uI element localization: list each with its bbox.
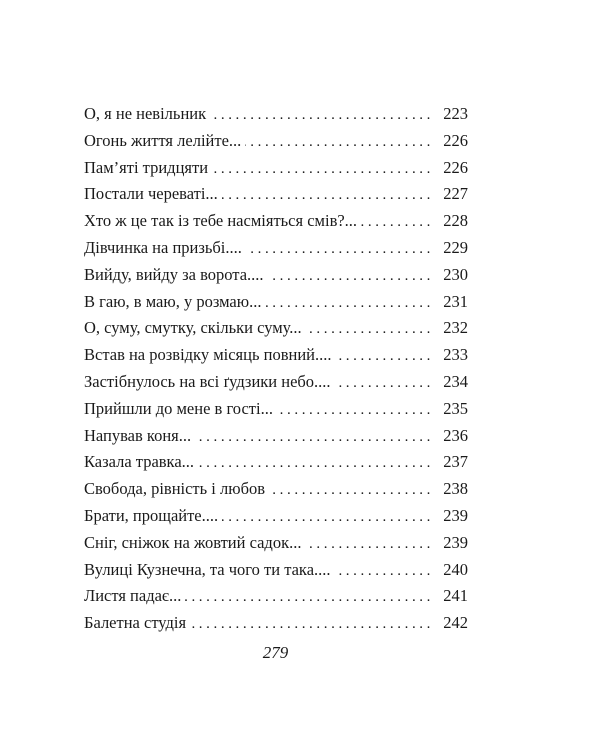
toc-entry-page: 223 (443, 104, 468, 123)
page-number: 279 (262, 643, 289, 662)
dot-leader (212, 156, 434, 183)
dot-leader (335, 370, 434, 397)
toc-entry (84, 503, 468, 530)
dot-leader (222, 504, 434, 531)
toc-entry-page: 229 (443, 237, 468, 257)
toc-entry-title: Дівчинка на призьбі.... (84, 237, 242, 257)
toc-entry-title: Хто ж це так із тебе насміяться смів?... (84, 211, 358, 231)
table-of-contents (84, 101, 468, 637)
dot-leader (198, 450, 434, 477)
toc-entry-page: 240 (443, 559, 468, 579)
toc-entry (84, 476, 468, 503)
toc-entry-page: 236 (443, 425, 468, 445)
dot-leader (246, 236, 434, 263)
toc-entry (84, 342, 468, 369)
dot-leader (190, 611, 434, 638)
toc-entry-page: 230 (443, 264, 468, 284)
toc-entry (84, 315, 468, 342)
toc-entry (84, 396, 468, 423)
toc-entry (84, 262, 468, 289)
toc-entry-page: 226 (443, 130, 468, 150)
toc-entry-page: 235 (443, 398, 468, 418)
toc-entry-title: Свобода, рівність і любов (84, 479, 266, 499)
toc-entry-title: Огонь життя лелійте... (84, 130, 242, 150)
toc-entry-title: Вийду, вийду за ворота.... (84, 264, 264, 284)
toc-entry (84, 289, 468, 316)
dot-leader (265, 290, 434, 317)
toc-entry (84, 235, 468, 262)
toc-entry (84, 101, 468, 128)
toc-entry (84, 369, 468, 396)
toc-entry-title: Казала травка... (84, 452, 195, 472)
toc-entry-page: 226 (443, 157, 468, 177)
toc-entry-title: Вулиці Кузнечна, та чого ти така.... (84, 559, 331, 579)
toc-entry-page: 227 (443, 184, 468, 204)
toc-entry-title: Сніг, сніжок на жовтий садок... (84, 532, 302, 552)
toc-entry-title: Пам’яті тридцяти (84, 157, 209, 177)
toc-entry (84, 530, 468, 557)
toc-entry-page: 232 (443, 318, 468, 338)
toc-entry (84, 181, 468, 208)
toc-entry (84, 557, 468, 584)
toc-entry-page: 237 (443, 452, 468, 472)
toc-entry-page: 239 (443, 532, 468, 552)
toc-entry-page: 241 (443, 586, 468, 606)
dot-leader (335, 343, 434, 370)
toc-entry-title: О, суму, смутку, скільки суму... (84, 318, 302, 338)
dot-leader (361, 209, 434, 236)
dot-leader (268, 263, 434, 290)
toc-entry-title: В гаю, в маю, у розмаю... (84, 291, 262, 311)
dot-leader (335, 558, 434, 585)
dot-leader (185, 584, 434, 611)
toc-entry-page: 239 (443, 505, 468, 525)
toc-entry (84, 610, 468, 637)
toc-entry-title: Прийшли до мене в гості... (84, 398, 273, 418)
toc-entry-title: Застібнулось на всі ґудзики небо.... (84, 371, 331, 391)
dot-leader (245, 129, 434, 156)
toc-entry (84, 208, 468, 235)
toc-entry (84, 423, 468, 450)
toc-entry (84, 449, 468, 476)
toc-entry-title: Встав на розвідку місяць повний.... (84, 345, 332, 365)
toc-entry-page: 242 (443, 613, 468, 633)
toc-entry-title: Постали череваті... (84, 184, 218, 204)
dot-leader (306, 316, 434, 343)
toc-entry-title: Брати, прощайте.... (84, 505, 219, 525)
dot-leader (222, 182, 434, 209)
dot-leader (269, 477, 434, 504)
dot-leader (195, 424, 434, 451)
dot-leader (277, 397, 434, 424)
dot-leader (210, 102, 434, 129)
toc-entry-title: Листя падає... (84, 586, 182, 606)
toc-entry-page: 228 (443, 211, 468, 231)
toc-entry-title: О, я не невільник (84, 104, 207, 123)
dot-leader (305, 531, 434, 558)
toc-entry (84, 128, 468, 155)
toc-entry-page: 238 (443, 479, 468, 499)
toc-entry-page: 234 (443, 371, 468, 391)
toc-entry (84, 155, 468, 182)
toc-entry-page: 233 (443, 345, 468, 365)
toc-entry-page: 231 (443, 291, 468, 311)
toc-entry-title: Напував коня... (84, 425, 192, 445)
toc-entry (84, 583, 468, 610)
toc-entry-title: Балетна студія (84, 613, 187, 633)
